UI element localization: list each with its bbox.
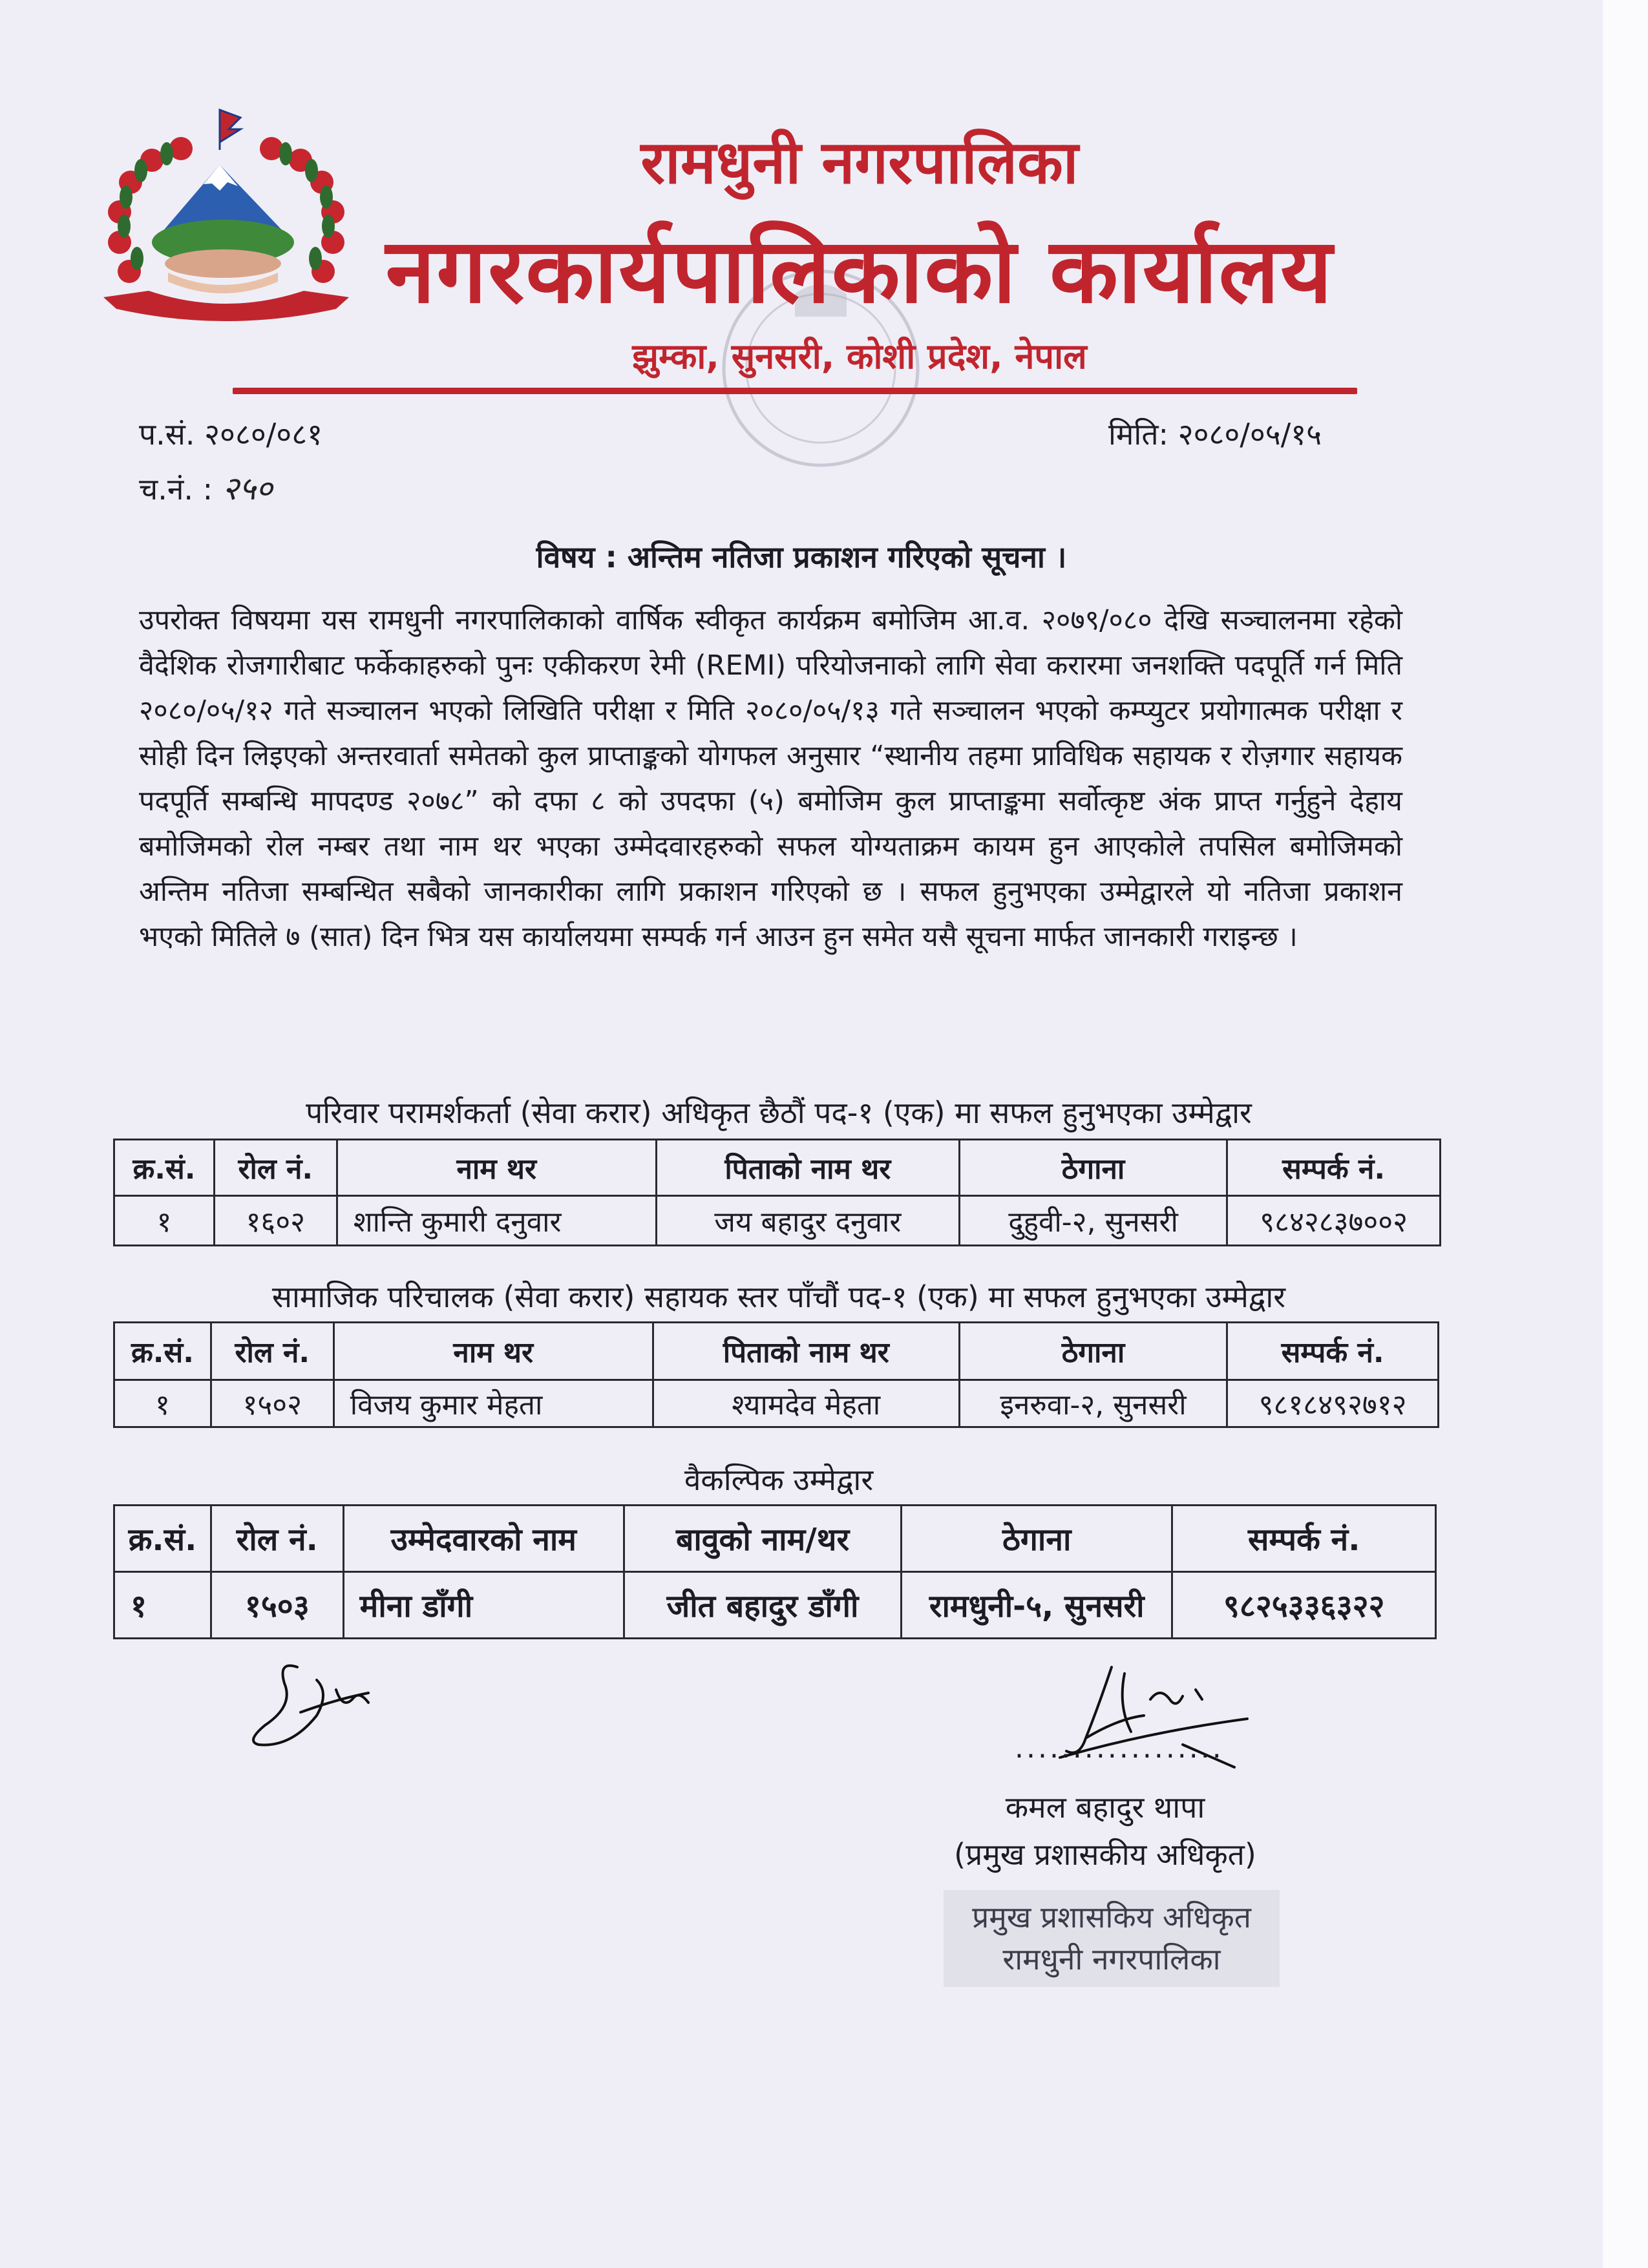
table-header-row [114, 1323, 1439, 1380]
cell-serial: १ [114, 1196, 215, 1246]
dispatch-number [139, 465, 273, 509]
col-father-name: पिताको नाम थर [653, 1323, 959, 1380]
cell-serial: १ [114, 1380, 211, 1427]
col-address: ठेगाना [959, 1140, 1227, 1196]
selected-candidate-table-family-counselor [113, 1139, 1441, 1246]
signature-line: .................. [1015, 1732, 1224, 1765]
table3-title: वैकल्पिक उम्मेद्वार [684, 1462, 874, 1497]
stamp-designation: प्रमुख प्रशासकिय अधिकृत [972, 1900, 1251, 1935]
table1-title: परिवार परामर्शकर्ता (सेवा करार) अधिकृत छैठौं पद-१ (एक) मा सफल हुनुभएका उम्मेद्वार [306, 1095, 1252, 1130]
col-roll: रोल नं. [211, 1323, 333, 1380]
col-serial: क्र.सं. [114, 1506, 211, 1572]
col-name: नाम थर [337, 1140, 656, 1196]
officer-signature-icon [1021, 1661, 1254, 1783]
header-divider [233, 388, 1357, 394]
cell-father-name: जय बहादुर दनुवार [656, 1196, 959, 1246]
table-row [114, 1196, 1441, 1246]
table-row [114, 1572, 1436, 1639]
cell-contact: ९८४२८३७००२ [1227, 1196, 1441, 1246]
col-roll: रोल नं. [211, 1506, 343, 1572]
cell-roll: १५०३ [211, 1572, 343, 1639]
col-father-name: पिताको नाम थर [656, 1140, 959, 1196]
cell-serial: १ [114, 1572, 211, 1639]
col-serial: क्र.सं. [114, 1323, 211, 1380]
cell-contact: ९८१८४९२७१२ [1227, 1380, 1439, 1427]
notice-body: उपरोक्त विषयमा यस रामधुनी नगरपालिकाको वार्षिक स्वीकृत कार्यक्रम बमोजिम आ.व. २०७९/०८० देखि सञ्चालनमा रहेको वैदेशिक रोजगारीबाट फर्केकाहरुको पुनः एकीकरण रेमी (REMI) परियोजनाको लागि सेवा करारमा जनशक्ति पदपूर्ति गर्न मिति २०८०/०५/१२ गते सञ्चालन भएको लिखिति परीक्षा र मिति २०८०/०५/१३ गते सञ्चालन भएको कम्प्युटर प्रयोगात्मक परीक्षा र सोही दिन लिइएको अन्तरवार्ता समेतको कुल प्राप्ताङ्कको योगफल अनुसार “स्थानीय तहमा प्राविधिक सहायक र रोज़गार सहायक पदपूर्ति सम्बन्धि मापदण्ड २०७८” को दफा ८ को उपदफा (५) बमोजिम कुल प्राप्ताङ्कमा सर्वोत्कृष्ट अंक प्राप्त गर्नुहुने देहाय बमोजिमको रोल नम्बर तथा नाम थर भएका उम्मेदवारहरुको सफल योग्यताक्रम कायम हुन आएकोले तपसिल बमोजिमको अन्तिम नतिजा सम्बन्धित सबैको जानकारीका लागि प्रकाशन गरिएको छ । सफल हुनुभएका उम्मेद्वारले यो नतिजा प्रकाशन भएको मितिले ७ (सात) दिन भित्र यस कार्यालयमा सम्पर्क गर्न आउन हुन समेत यसै सूचना मार्फत जानकारी गराइन्छ । [139, 604, 1402, 953]
col-roll: रोल नं. [214, 1140, 337, 1196]
nepal-emblem-icon [90, 103, 362, 349]
scan-edge [1603, 0, 1648, 2268]
cell-name: विजय कुमार मेहता [333, 1380, 653, 1427]
col-contact: सम्पर्क नं. [1172, 1506, 1436, 1572]
office-name: नगरकार्यपालिकाको कार्यालय [385, 219, 1334, 323]
col-father-name: बावुको नाम/थर [624, 1506, 901, 1572]
col-candidate-name: उम्मेदवारको नाम [343, 1506, 624, 1572]
cell-father-name: श्यामदेव मेहता [653, 1380, 959, 1427]
col-address: ठेगाना [959, 1323, 1227, 1380]
selected-candidate-table-social-mobilizer [113, 1321, 1439, 1428]
stamp-municipality: रामधुनी नगरपालिका [1002, 1942, 1221, 1977]
office-address: झुम्का, सुनसरी, कोशी प्रदेश, नेपाल [632, 336, 1087, 377]
cell-roll: १६०२ [214, 1196, 337, 1246]
table-header-row [114, 1140, 1441, 1196]
municipality-name: रामधुनी नगरपालिका [640, 128, 1079, 197]
col-contact: सम्पर्क नं. [1227, 1323, 1439, 1380]
dispatch-number-label: च.नं. : [139, 472, 213, 507]
col-address: ठेगाना [902, 1506, 1172, 1572]
table-header-row [114, 1506, 1436, 1572]
notice-subject: विषय : अन्तिम नतिजा प्रकाशन गरिएको सूचना । [536, 540, 1067, 574]
officer-name: कमल बहादुर थापा [1005, 1790, 1205, 1825]
left-signature-icon [239, 1654, 388, 1758]
cell-address: इनरुवा-२, सुनसरी [959, 1380, 1227, 1427]
table2-title: सामाजिक परिचालक (सेवा करार) सहायक स्तर पाँचौं पद-१ (एक) मा सफल हुनुभएका उम्मेद्वार [271, 1279, 1286, 1314]
cell-roll: १५०२ [211, 1380, 333, 1427]
alternate-candidate-table [113, 1504, 1437, 1639]
cell-contact: ९८२५३३६३२२ [1172, 1572, 1436, 1639]
col-contact: सम्पर्क नं. [1227, 1140, 1441, 1196]
letter-date: मिति: २०८०/०५/१५ [1108, 417, 1322, 452]
cell-father-name: जीत बहादुर डाँगी [624, 1572, 901, 1639]
cell-name: शान्ति कुमारी दनुवार [337, 1196, 656, 1246]
col-name: नाम थर [333, 1323, 653, 1380]
officer-title: (प्रमुख प्रशासकीय अधिकृत) [954, 1837, 1256, 1872]
cell-address: रामधुनी-५, सुनसरी [902, 1572, 1172, 1639]
cell-name: मीना डाँगी [343, 1572, 624, 1639]
dispatch-number-value: २५० [222, 470, 273, 507]
letter-reference-number: प.सं. २०८०/०८१ [139, 417, 323, 452]
table-row [114, 1380, 1439, 1427]
col-serial: क्र.सं. [114, 1140, 215, 1196]
cell-address: दुहुवी-२, सुनसरी [959, 1196, 1227, 1246]
